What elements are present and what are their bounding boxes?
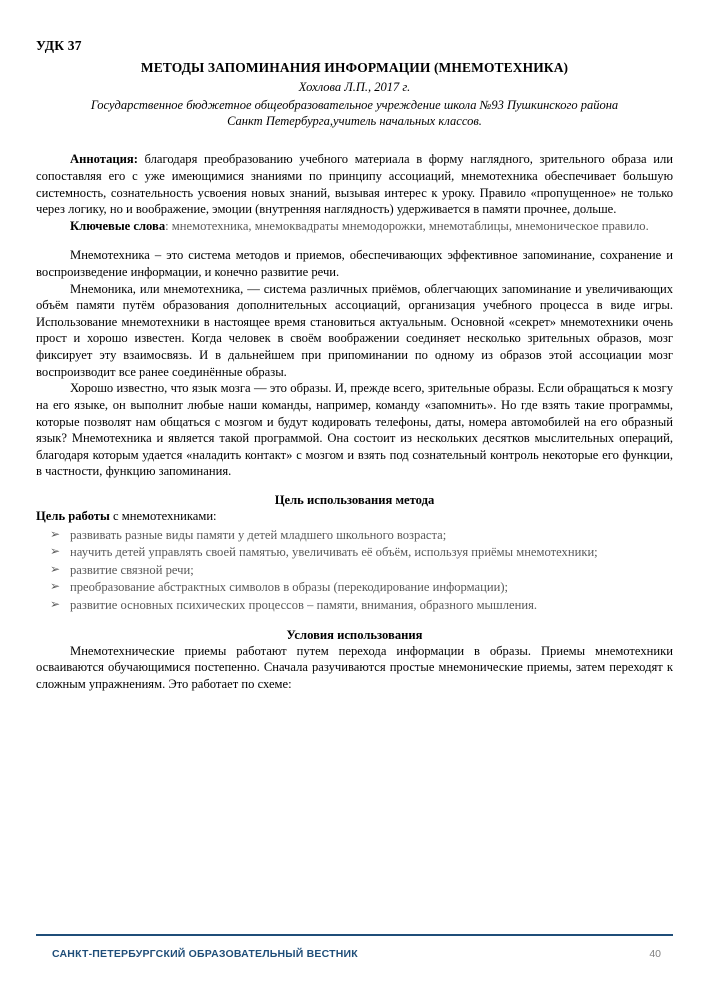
list-item — [36, 579, 673, 596]
footer-page-number: 40 — [649, 948, 661, 960]
abstract-text: благодаря преобразованию учебного материала в форму наглядного, зрительного образа или сопоставляя его с уже имеющимися знаниями по принципу ассоциаций, мнемотехника обеспечивает большую системность, сознательность усвоения новых знаний, вызывая интерес к уроку. Правило «пропущенное» не только через логику, но и воображение, эмоции (внутренняя наглядность) удерживается в памяти прочнее, дольше. — [36, 152, 673, 217]
goal-lead-rest: с мнемотехниками: — [109, 508, 217, 523]
bullet-arrow-icon: ➢ — [50, 579, 61, 594]
bullet-arrow-icon: ➢ — [50, 597, 61, 611]
affiliation-line-2: Санкт Петербурга,учитель начальных классов. — [227, 114, 482, 129]
affiliation-line-1: Государственное бюджетное общеобразовательное учреждение школа №93 Пушкинского района — [90, 97, 619, 112]
list-item-label: развивать разные виды памяти у детей младшего школьного возраста; — [70, 527, 447, 542]
page-footer — [36, 948, 673, 960]
body-paragraph-1: Мнемотехника – это система методов и приемов, обеспечивающих эффективное запоминание, сохранение и воспроизведение информации, и конечно развитие речи. — [36, 248, 673, 280]
goal-bullet-list — [36, 527, 673, 614]
list-item — [36, 597, 673, 614]
abstract-paragraph — [36, 151, 673, 217]
goal-section-heading: Цель использования метода — [274, 492, 435, 507]
footer-divider — [36, 934, 673, 936]
footer-journal-title: САНКТ-ПЕТЕРБУРГСКИЙ ОБРАЗОВАТЕЛЬНЫЙ ВЕСТНИК — [52, 948, 358, 960]
goal-lead-line — [36, 508, 673, 525]
bullet-arrow-icon: ➢ — [50, 544, 61, 559]
usage-section-heading: Условия использования — [286, 627, 423, 642]
body-paragraph-3: Хорошо известно, что язык мозга — это образы. И, прежде всего, зрительные образы. Если обращаться к мозгу на его языке, он выполнит любые наши команды, например, команду «запомнить». Но где взять такие программы, которые позволят нам общаться с мозгом и будут кодировать телефоны, даты, номера автомобилей на его образный язык? Мнемотехника и является такой программой. Она состоит из нескольких десятков мыслительных операций, благодаря которым удается «наладить контакт» с мозгом и взять под сознательный контроль некоторые его функции, в частности, функцию запоминания. — [36, 381, 673, 479]
author-line: Хохлова Л.П., 2017 г. — [298, 79, 411, 94]
page-title: МЕТОДЫ ЗАПОМИНАНИЯ ИНФОРМАЦИИ (МНЕМОТЕХНИКА) — [140, 60, 569, 75]
keywords-text: : мнемотехника, мнемоквадраты мнемодорожки, мнемотаблицы, мнемоническое правило. — [165, 218, 649, 233]
body-paragraph-2: Мнемоника, или мнемотехника, — система различных приёмов, облегчающих запоминание и увеличивающих объём памяти путём образования дополнительных ассоциаций, организация учебного процесса в виде игры. Использование мнемотехники в настоящее время становиться актуальным. Основной «секрет» мнемотехники очень прост и хорошо известен. Когда человек в своём воображении соединяет несколько зрительных образов, мозг фиксирует эту взаимосвязь. И в дальнейшем при припоминании по одному из образов этой ассоциации мозг воспроизводит все ранее соединённые образы. — [36, 281, 673, 379]
list-item-label: научить детей управлять своей памятью, увеличивать её объём, используя приёмы мнемотехники; — [70, 545, 598, 560]
abstract-label: Аннотация: — [70, 152, 138, 167]
keywords-label: Ключевые слова — [70, 218, 166, 233]
list-item — [36, 562, 673, 579]
list-item-label: развитие связной речи; — [70, 562, 194, 577]
bullet-arrow-icon: ➢ — [50, 561, 61, 576]
list-item-label: развитие основных психических процессов – памяти, внимания, образного мышления. — [70, 598, 538, 612]
bullet-arrow-icon: ➢ — [50, 526, 61, 541]
udk-code: УДК 37 — [36, 38, 82, 53]
goal-lead-bold: Цель работы — [36, 508, 110, 523]
list-item-label: преобразование абстрактных символов в образы (перекодирование информации); — [70, 580, 509, 595]
usage-paragraph: Мнемотехнические приемы работают путем перехода информации в образы. Приемы мнемотехники осваиваются обучающимися постепенно. Сначала разучиваются простые мнемонические приемы, затем переходят к сложным упражнениям. Это работает по схеме: — [36, 643, 673, 691]
list-item — [36, 544, 673, 561]
list-item — [36, 527, 673, 544]
keywords-paragraph — [36, 218, 673, 235]
